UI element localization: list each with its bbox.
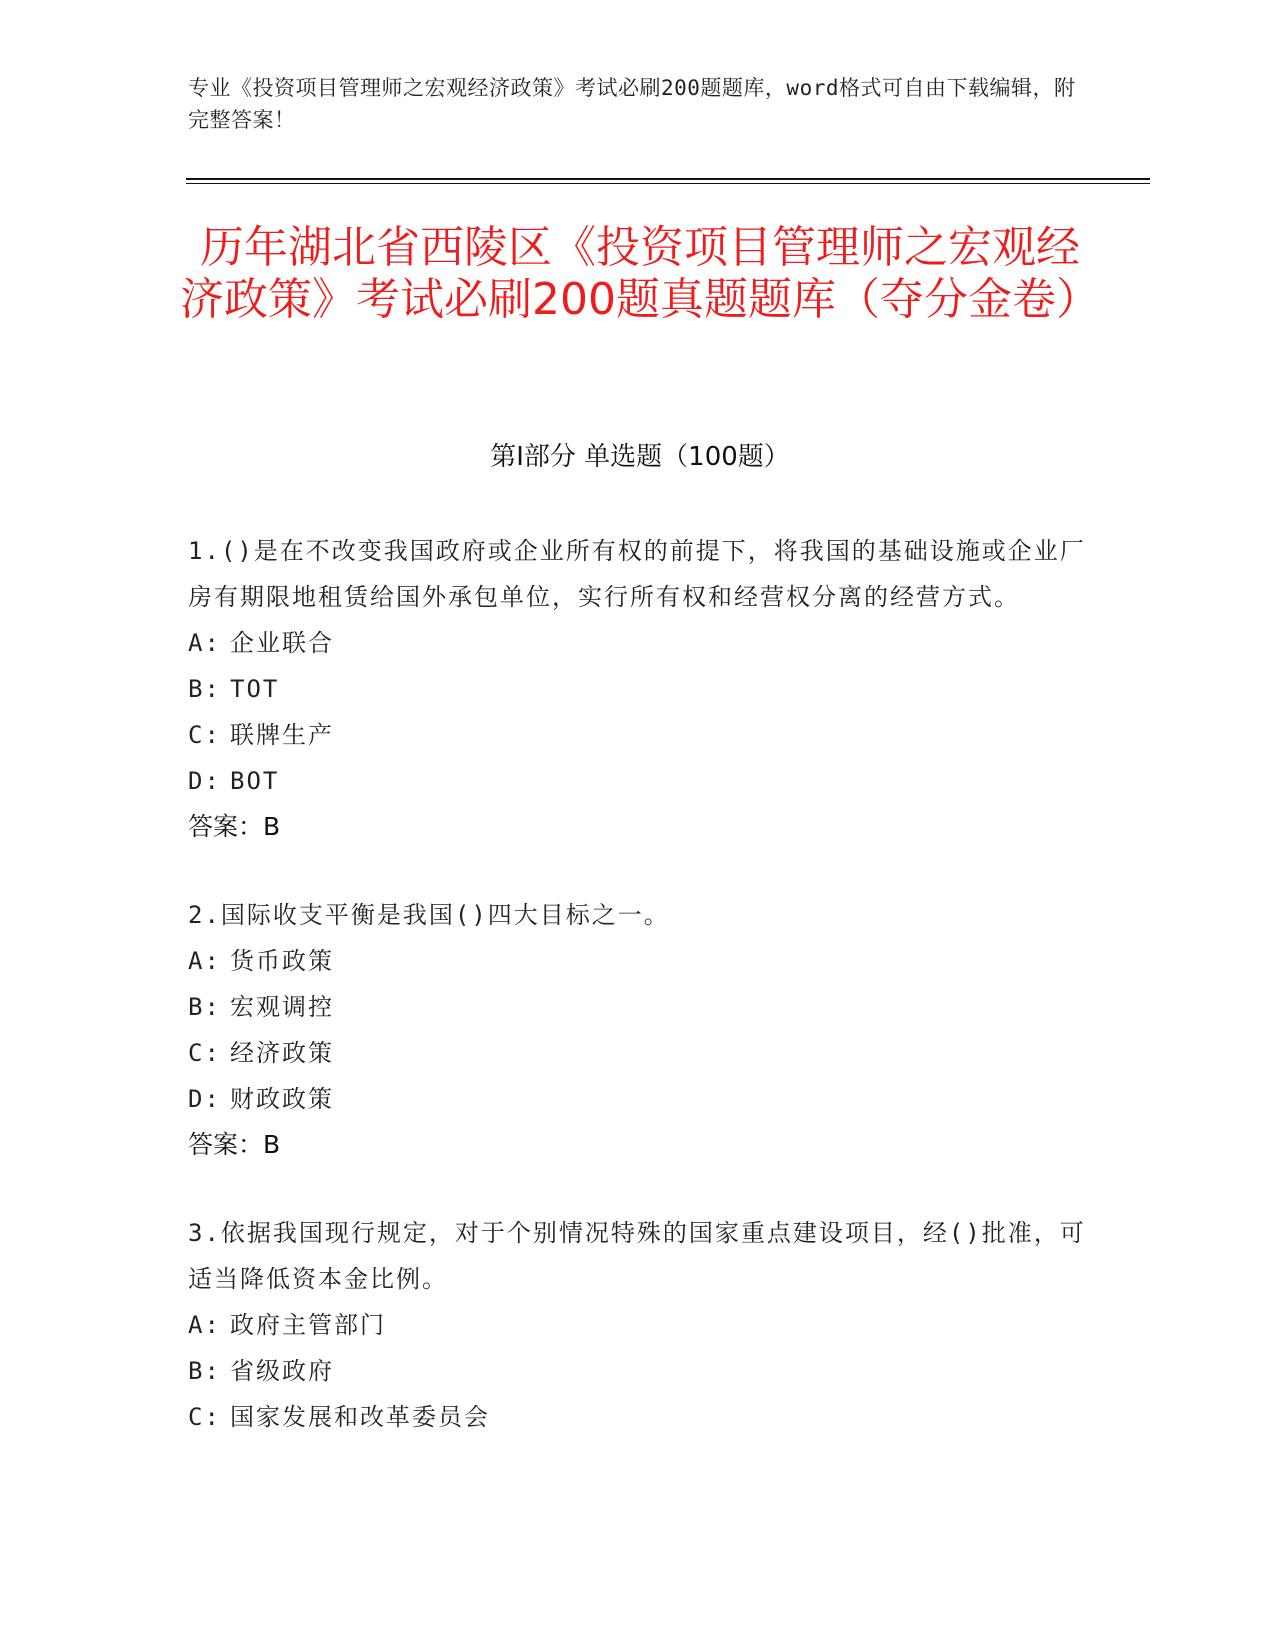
option-text: 财政政策 [230,1085,334,1113]
option-key: C: [188,1039,221,1067]
question-option [188,1348,1088,1394]
header-note: 专业《投资项目管理师之宏观经济政策》考试必刷200题题库，word格式可自由下载编辑，附完整答案！ [188,76,1076,132]
option-key: A: [188,1311,221,1339]
document-title: 历年湖北省西陵区《投资项目管理师之宏观经济政策》考试必刷200题真题题库（夺分金卷） [180,222,1100,325]
question-option [188,666,1088,712]
option-text: TOT [230,675,280,703]
option-key: D: [188,1085,221,1113]
option-key: C: [188,1403,221,1431]
option-key: B: [188,675,221,703]
question-option [188,984,1088,1030]
question-option [188,1030,1088,1076]
option-key: D: [188,767,221,795]
question-stem: 2.国际收支平衡是我国()四大目标之一。 [188,901,670,929]
option-key: A: [188,947,221,975]
question-answer: 答案：B [188,812,281,841]
question-item [188,528,1088,850]
question-item [188,892,1088,1168]
option-key: B: [188,1357,221,1385]
question-option [188,620,1088,666]
header-divider-thick [186,178,1150,180]
option-key: A: [188,629,221,657]
option-key: B: [188,993,221,1021]
option-text: BOT [230,767,280,795]
option-text: 企业联合 [230,629,334,657]
question-list [188,528,1088,1482]
question-option [188,1302,1088,1348]
question-option [188,1394,1088,1440]
question-answer: 答案：B [188,1130,281,1159]
question-option [188,1076,1088,1122]
option-text: 宏观调控 [230,993,334,1021]
option-text: 经济政策 [230,1039,334,1067]
option-text: 联牌生产 [230,721,334,749]
option-text: 货币政策 [230,947,334,975]
question-option [188,938,1088,984]
option-text: 国家发展和改革委员会 [230,1403,490,1431]
question-stem: 3.依据我国现行规定，对于个别情况特殊的国家重点建设项目，经()批准，可适当降低资本金比例。 [188,1219,1086,1293]
question-item [188,1210,1088,1440]
option-text: 政府主管部门 [230,1311,386,1339]
question-option [188,758,1088,804]
header-divider-thin [186,183,1150,184]
option-text: 省级政府 [230,1357,334,1385]
section-title: 第Ⅰ部分 单选题（100题） [490,442,790,472]
question-option [188,712,1088,758]
option-key: C: [188,721,221,749]
question-stem: 1.()是在不改变我国政府或企业所有权的前提下，将我国的基础设施或企业厂房有期限地租赁给国外承包单位，实行所有权和经营权分离的经营方式。 [188,537,1086,611]
